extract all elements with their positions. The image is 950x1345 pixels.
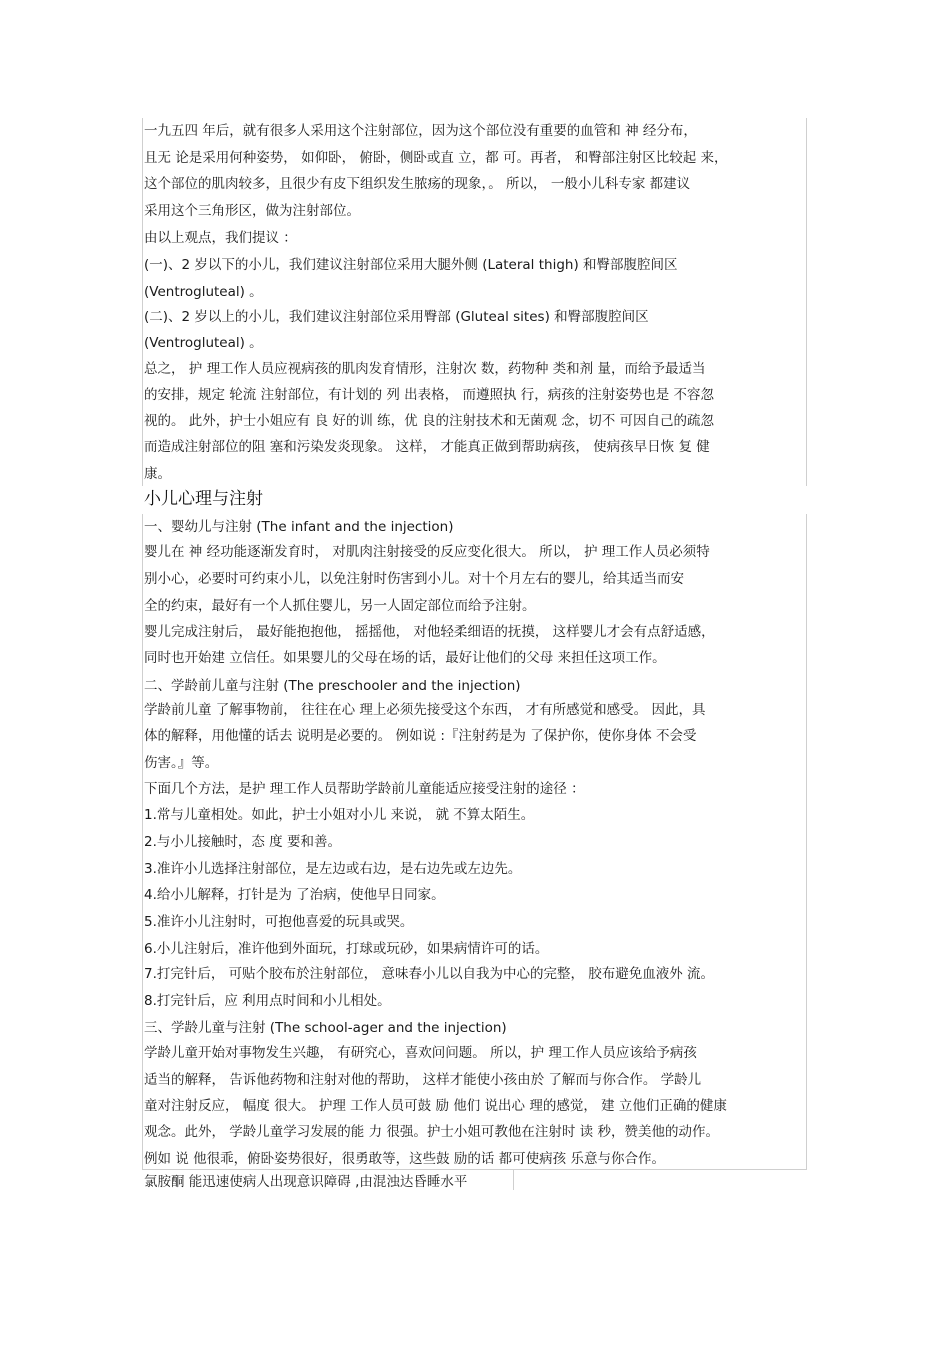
text-line: 体的解释，用他懂的话去 说明是必要的。 例如说 :『注射药是为 了保护你，使你身体 不会受 — [144, 728, 697, 744]
text-line: 总之， 护 理工作人员应视病孩的肌肉发育情形，注射次 数，药物种 类和剂 量，而给予最适当 — [144, 361, 706, 377]
list-item: 1.常与儿童相处。如此，护士小姐对小儿 来说， 就 不算太陌生。 — [144, 807, 535, 823]
text-line: 下面几个方法，是护 理工作人员帮助学龄前儿童能适应接受注射的途径 ： — [144, 781, 585, 797]
text-line: 伤害。』等。 — [144, 755, 219, 771]
list-item: 6.小儿注射后，准许他到外面玩，打球或玩砂，如果病情许可的话。 — [144, 941, 549, 957]
footer-right-border — [513, 1170, 514, 1190]
text-line: 别小心，必要时可约束小儿，以免注射时伤害到小儿。对十个月左右的婴儿，给其适当而安 — [144, 571, 684, 587]
subheading-infant: 一、婴幼儿与注射 (The infant and the injection) — [144, 519, 454, 535]
text-line: (Ventrogluteal) 。 — [144, 284, 263, 300]
list-item: 4.给小儿解释，打针是为 了治病，使他早日同家。 — [144, 887, 445, 903]
text-line: 一九五四 年后，就有很多人采用这个注射部位，因为这个部位没有重要的血管和 神 经分布， — [144, 123, 697, 139]
list-item: 5.准许小儿注射时，可抱他喜爱的玩具或哭。 — [144, 914, 414, 930]
section2-right-border — [806, 514, 807, 1170]
text-line: (Ventrogluteal) 。 — [144, 335, 263, 351]
text-line: 适当的解释， 告诉他药物和注射对他的帮助， 这样才能使小孩由於 了解而与你合作。 学龄儿 — [144, 1072, 702, 1088]
text-line: 同时也开始建 立信任。如果婴儿的父母在场的话，最好让他们的父母 来担任这项工作。 — [144, 650, 666, 666]
subheading-preschooler: 二、学龄前儿童与注射 (The preschooler and the injection) — [144, 678, 521, 694]
text-line: 童对注射反应， 幅度 很大。 护理 工作人员可鼓 励 他们 说出心 理的感觉， 建 立他们正确的健康 — [144, 1098, 727, 1114]
text-line: 观念。此外， 学龄儿童学习发展的能 力 很强。护士小姐可教他在注射时 读 秒，赞美他的动作。 — [144, 1124, 719, 1140]
footer-text: 氯胺酮 能迅速使病人出现意识障碍 ,由混浊达昏睡水平 — [144, 1174, 468, 1190]
section1-left-border — [142, 118, 143, 486]
section2-bottom-border — [142, 1169, 807, 1170]
list-item: 7.打完针后， 可贴个胶布於注射部位， 意味春小儿以自我为中心的完整， 胶布避免血液外 流。 — [144, 966, 715, 982]
text-line: 而造成注射部位的阻 塞和污染发炎现象。 这样， 才能真正做到帮助病孩， 使病孩早日恢 复 健 — [144, 439, 710, 455]
text-line: 由以上观点，我们提议 ： — [144, 230, 297, 246]
text-line: 学龄儿童开始对事物发生兴趣， 有研究心，喜欢问问题。 所以，护 理工作人员应该给予病孩 — [144, 1045, 697, 1061]
list-item: 2.与小儿接触时，态 度 要和善。 — [144, 834, 341, 850]
section-heading: 小儿心理与注射 — [144, 489, 263, 509]
section2-left-border — [142, 514, 143, 1170]
text-line: 视的。 此外，护士小姐应有 良 好的训 练，优 良的注射技术和无菌观 念，切不 可因自己的疏忽 — [144, 413, 715, 429]
text-line: 康。 — [144, 466, 171, 482]
list-item: 8.打完针后，应 利用点时间和小儿相处。 — [144, 993, 391, 1009]
text-line: 且无 论是采用何种姿势， 如仰卧， 俯卧，侧卧或直 立，都 可。再者， 和臀部注射区比较起 来， — [144, 150, 728, 166]
text-line: 婴儿在 神 经功能逐渐发育时， 对肌肉注射接受的反应变化很大。 所以， 护 理工作人员必须特 — [144, 544, 710, 560]
text-line: 这个部位的肌肉较多，且很少有皮下组织发生脓疡的现象，。 所以， 一般小儿科专家 都建议 — [144, 176, 691, 192]
section1-right-border — [806, 118, 807, 486]
text-line: 例如 说 他很乖，俯卧姿势很好，很勇敢等，这些鼓 励的话 都可使病孩 乐意与你合作。 — [144, 1151, 665, 1167]
list-item: 3.准许小儿选择注射部位，是左边或右边，是右边先或左边先。 — [144, 861, 522, 877]
text-line: (一)、2 岁以下的小儿，我们建议注射部位采用大腿外侧 (Lateral thigh) 和臀部腹腔间区 — [144, 257, 678, 273]
text-line: 婴儿完成注射后， 最好能抱抱他， 摇摇他， 对他轻柔细语的抚摸， 这样婴儿才会有点舒适感， — [144, 624, 715, 640]
subheading-school-ager: 三、学龄儿童与注射 (The school-ager and the injection) — [144, 1020, 507, 1036]
text-line: 全的约束，最好有一个人抓住婴儿，另一人固定部位而给予注射。 — [144, 598, 536, 614]
text-line: (二)、2 岁以上的小儿，我们建议注射部位采用臀部 (Gluteal sites) 和臀部腹腔间区 — [144, 309, 649, 325]
text-line: 的安排，规定 轮流 注射部位，有计划的 列 出表格， 而遵照执 行，病孩的注射姿势也是 不容忽 — [144, 387, 715, 403]
text-line: 采用这个三角形区，做为注射部位。 — [144, 203, 360, 219]
text-line: 学龄前儿童 了解事物前， 往往在心 理上必须先接受这个东西， 才有所感觉和感受。 因此，具 — [144, 702, 706, 718]
